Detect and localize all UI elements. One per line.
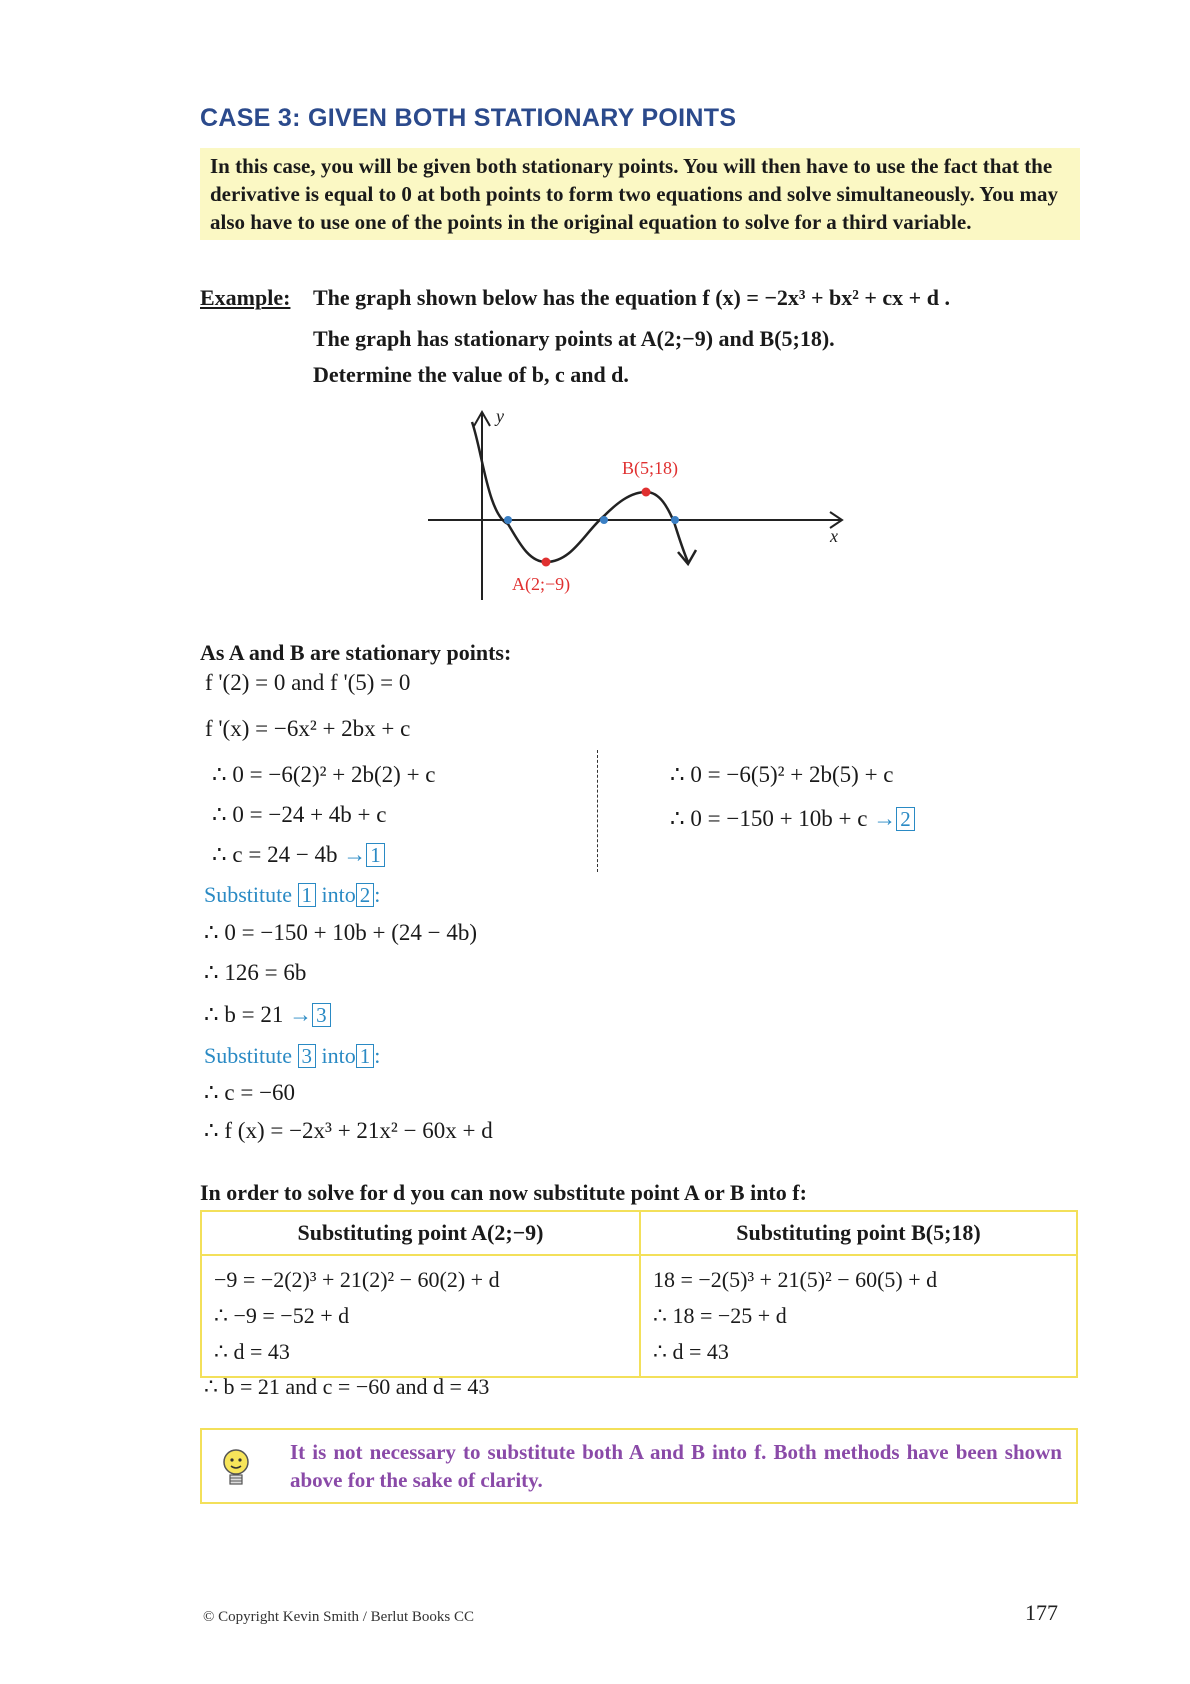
stationary-statement: As A and B are stationary points:: [200, 640, 512, 665]
conclusion: ∴ b = 21 and c = −60 and d = 43: [204, 1374, 490, 1399]
b-step-2: ∴ 126 = 6b: [204, 960, 307, 985]
equation-tag-1: 1: [366, 843, 385, 867]
example-line-1: The graph shown below has the equation f (x) = −2x³ + bx² + cx + d .: [313, 285, 950, 310]
b-step-3: [204, 1002, 331, 1028]
arrow-icon: →: [343, 842, 367, 867]
x-intercept-1: [504, 516, 512, 524]
x-axis-label: x: [830, 526, 838, 546]
b-step-1: ∴ 0 = −150 + 10b + (24 − 4b): [204, 920, 478, 945]
c-step-2: ∴ f (x) = −2x³ + 21x² − 60x + d: [204, 1118, 493, 1143]
left-step-2: ∴ 0 = −24 + 4b + c: [212, 802, 387, 827]
table-cell-a: [201, 1255, 640, 1377]
table-header-a: Substituting point A(2;−9): [201, 1211, 640, 1255]
stationary-point-a: [542, 558, 551, 567]
tag-1: 1: [356, 1044, 375, 1068]
lightbulb-icon: [218, 1446, 254, 1490]
copyright-footer: © Copyright Kevin Smith / Berlut Books CC: [203, 1609, 474, 1625]
tag-2: 2: [356, 883, 375, 907]
point-b-label: B(5;18): [622, 458, 678, 478]
tip-text: It is not necessary to substitute both A and B into f. Both methods have been shown above for the sake of clarity.: [290, 1440, 1062, 1492]
table-header-b: Substituting point B(5;18): [640, 1211, 1077, 1255]
fprime-conditions: f '(2) = 0 and f '(5) = 0: [205, 670, 411, 695]
tag-1: 1: [298, 883, 317, 907]
a-step-1: −9 = −2(2)³ + 21(2)² − 60(2) + d: [214, 1267, 500, 1292]
arrow-icon: →: [289, 1002, 313, 1027]
tip-note: [200, 1428, 1078, 1504]
equation-tag-3: 3: [312, 1003, 331, 1027]
into-word: into: [321, 1043, 356, 1068]
b-sub-step-1: 18 = −2(5)³ + 21(5)² − 60(5) + d: [652, 1267, 938, 1292]
substitution-table: [200, 1210, 1078, 1378]
point-a-label: A(2;−9): [512, 574, 571, 594]
substitute-word: Substitute: [204, 882, 293, 907]
example-line-2: The graph has stationary points at A(2;−9) and B(5;18).: [313, 326, 835, 351]
right-step-2-text: ∴ 0 = −150 + 10b + c: [670, 806, 868, 831]
y-axis-label: y: [496, 406, 504, 426]
substitute-word: Substitute: [204, 1043, 293, 1068]
left-step-3-text: ∴ c = 24 − 4b: [212, 842, 338, 867]
c-step-1: ∴ c = −60: [204, 1080, 296, 1105]
tag-3: 3: [298, 1044, 317, 1068]
example-line-3: Determine the value of b, c and d.: [313, 362, 629, 387]
example-label: Example:: [200, 285, 291, 310]
b-step-3-text: ∴ b = 21: [204, 1002, 284, 1027]
right-step-2: [670, 806, 915, 832]
intro-paragraph: In this case, you will be given both stationary points. You will then have to use the fact that the derivative is equal to 0 at both points to form two equations and solve simultaneously. You may also have to use one of the points in the original equation to solve for a third variable.: [200, 148, 1080, 240]
b-sub-step-2: ∴ 18 = −25 + d: [652, 1303, 787, 1328]
curve: [472, 422, 688, 562]
fprime-derivative: f '(x) = −6x² + 2bx + c: [205, 716, 411, 741]
a-step-3: ∴ d = 43: [214, 1339, 290, 1364]
table-intro: In order to solve for d you can now substitute point A or B into f:: [200, 1180, 807, 1205]
equation-tag-2: 2: [896, 807, 915, 831]
stationary-point-b: [642, 488, 651, 497]
left-step-1: ∴ 0 = −6(2)² + 2b(2) + c: [212, 762, 436, 787]
page-number: 177: [1025, 1600, 1058, 1625]
cubic-graph: [420, 400, 860, 610]
x-intercept-2: [600, 516, 608, 524]
substitute-1-into-2: Substitute 1 into 2 :: [204, 882, 381, 907]
divider: [597, 750, 598, 872]
into-word: into: [321, 882, 356, 907]
arrow-icon: →: [873, 806, 897, 831]
table-cell-b: [640, 1255, 1077, 1377]
section-heading: CASE 3: GIVEN BOTH STATIONARY POINTS: [200, 104, 737, 132]
right-step-1: ∴ 0 = −6(5)² + 2b(5) + c: [670, 762, 894, 787]
b-sub-step-3: ∴ d = 43: [652, 1339, 729, 1364]
x-intercept-3: [671, 516, 679, 524]
a-step-2: ∴ −9 = −52 + d: [214, 1303, 350, 1328]
left-step-3: [212, 842, 385, 868]
substitute-3-into-1: Substitute 3 into 1 :: [204, 1043, 381, 1068]
